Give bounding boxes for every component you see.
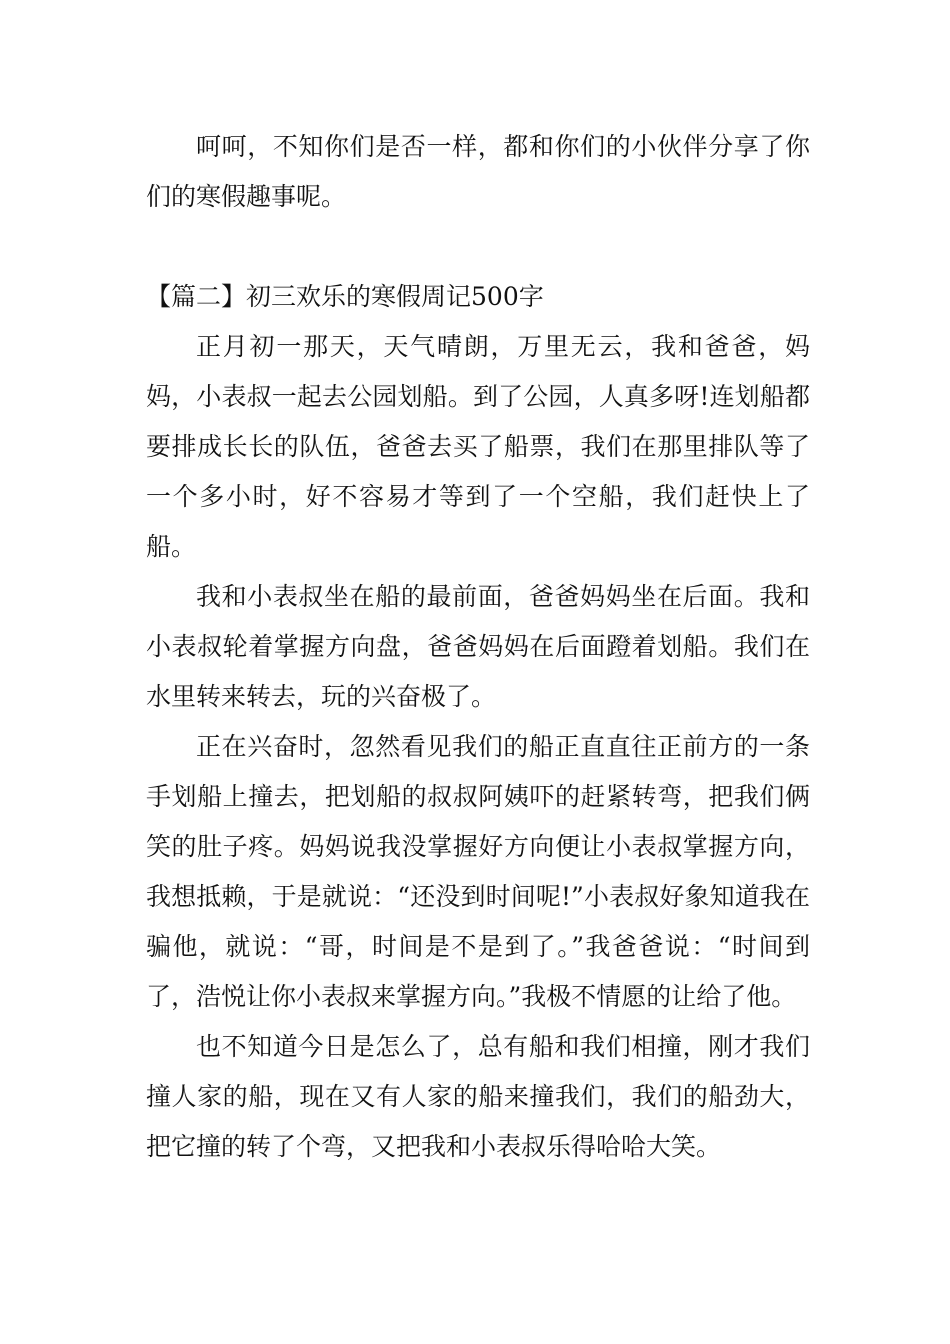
body-paragraph-4: 也不知道今日是怎么了，总有船和我们相撞，刚才我们撞人家的船，现在又有人家的船来撞我们，我们的船劲大，把它撞的转了个弯，又把我和小表叔乐得哈哈大笑。 — [146, 1032, 810, 1161]
body-paragraph-3: 正在兴奋时，忽然看见我们的船正直直往正前方的一条手划船上撞去，把划船的叔叔阿姨吓的赶紧转弯，把我们俩笑的肚子疼。妈妈说我没掌握好方向便让小表叔掌握方向，我想抵赖，于是就说：“还没到时间呢!”小表叔好象知道我在骗他，就说：“哥，时间是不是到了。”我爸爸说：“时间到了，浩悦让你小表叔来掌握方向。”我极不情愿的让给了他。 — [146, 732, 810, 1011]
document-body — [146, 122, 810, 1172]
blank-line — [146, 222, 810, 272]
body-paragraph-1: 正月初一那天，天气晴朗，万里无云，我和爸爸，妈妈，小表叔一起去公园划船。到了公园，人真多呀!连划船都要排成长长的队伍，爸爸去买了船票，我们在那里排队等了一个多小时，好不容易才等到了一个空船，我们赶快上了船。 — [146, 332, 810, 561]
body-paragraph-2: 我和小表叔坐在船的最前面，爸爸妈妈坐在后面。我和小表叔轮着掌握方向盘，爸爸妈妈在后面蹬着划船。我们在水里转来转去，玩的兴奋极了。 — [146, 582, 810, 711]
section-heading: 【篇二】初三欢乐的寒假周记500字 — [146, 282, 544, 311]
intro-paragraph: 呵呵，不知你们是否一样，都和你们的小伙伴分享了你们的寒假趣事呢。 — [146, 132, 810, 211]
